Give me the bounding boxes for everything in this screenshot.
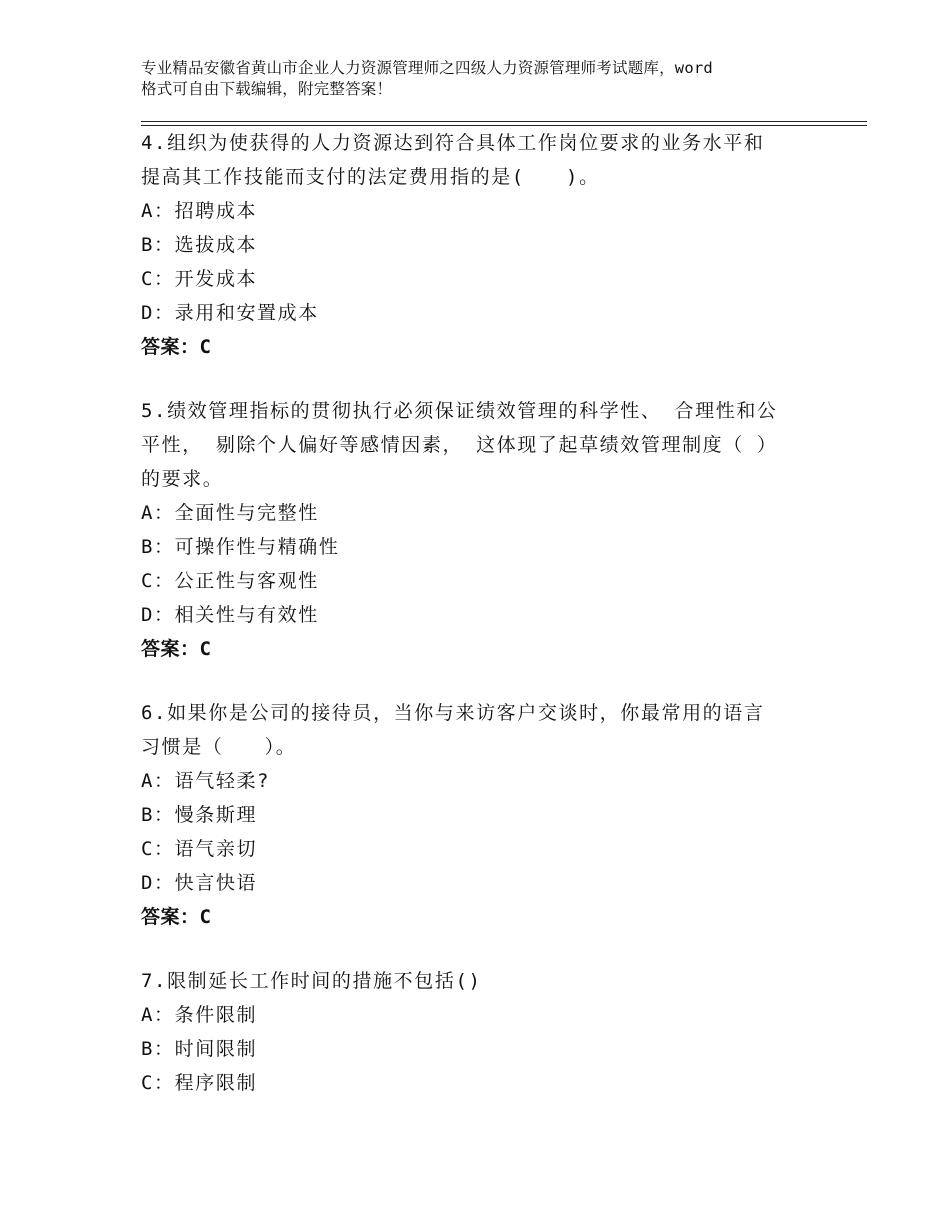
header-line-2: 格式可自由下载编辑，附完整答案！ [141,80,393,98]
question-6 [141,696,821,934]
option-d: D：录用和安置成本 [141,302,319,324]
option-a: A：招聘成本 [141,200,258,222]
stem-line: 7.限制延长工作时间的措施不包括() [141,970,482,992]
option-a: A：全面性与完整性 [141,502,319,524]
stem-line: 平性， 剔除个人偏好等感情因素， 这体现了起草绩效管理制度（ ） [141,434,778,456]
answer: 答案：C [141,906,212,928]
stem-line: 4.组织为使获得的人力资源达到符合具体工作岗位要求的业务水平和 [141,132,765,154]
question-stem [141,126,821,194]
question-stem [141,964,821,998]
document-header [141,58,841,100]
question-7 [141,964,821,1100]
stem-line: 6.如果你是公司的接待员，当你与来访客户交谈时，你最常用的语言 [141,702,765,724]
answer: 答案：C [141,638,212,660]
option-b: B：慢条斯理 [141,804,258,826]
option-c: C：开发成本 [141,268,258,290]
option-d: D：相关性与有效性 [141,604,319,626]
option-b: B：选拔成本 [141,234,258,256]
question-stem [141,394,821,496]
option-a: A：条件限制 [141,1004,258,1026]
question-5 [141,394,821,666]
question-stem [141,696,821,764]
header-divider-top [141,121,867,122]
option-a: A：语气轻柔? [141,770,271,792]
option-d: D：快言快语 [141,872,258,894]
option-b: B：时间限制 [141,1038,258,1060]
option-b: B：可操作性与精确性 [141,536,340,558]
option-c: C：语气亲切 [141,838,258,860]
question-4 [141,126,821,364]
stem-line: 5.绩效管理指标的贯彻执行必须保证绩效管理的科学性、 合理性和公 [141,400,778,422]
stem-line: 习惯是（ ）。 [141,736,297,758]
option-c: C：程序限制 [141,1072,258,1094]
question-list [141,126,821,1130]
option-c: C：公正性与客观性 [141,570,319,592]
header-line-1: 专业精品安徽省黄山市企业人力资源管理师之四级人力资源管理师考试题库，word [141,59,713,77]
stem-line: 的要求。 [141,468,224,490]
answer: 答案：C [141,336,212,358]
stem-line: 提高其工作技能而支付的法定费用指的是( )。 [141,166,600,188]
